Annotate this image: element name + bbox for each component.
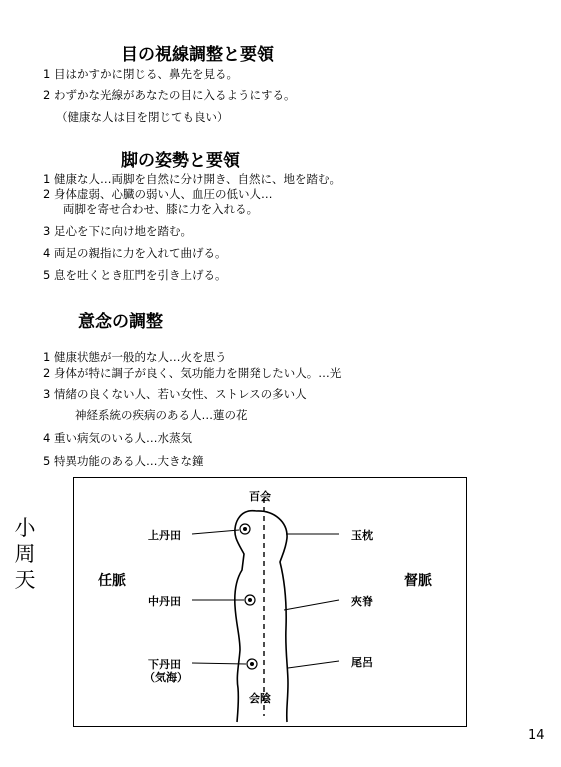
intention-item-4: 4 重い病気のいる人…水蒸気: [43, 431, 192, 445]
leg-item-2: 2 身体虚弱、心臓の弱い人、血圧の低い人…: [43, 187, 273, 201]
leader-upper-dantian: [192, 530, 239, 534]
label-upper-dantian: 上丹田: [148, 529, 181, 542]
body-diagram: [73, 477, 467, 727]
intention-item-2: 2 身体が特に調子が良く、気功能力を開発したい人。…光: [43, 366, 342, 380]
label-right-meridian: 督脈: [404, 573, 432, 589]
intention-item-3: 3 情緒の良くない人、若い女性、ストレスの多い人: [43, 387, 307, 401]
label-middle-dantian: 中丹田: [148, 595, 181, 608]
upper-dantian-icon: [240, 524, 250, 534]
intention-item-3-cont: 神経系統の疾病のある人…蓮の花: [75, 408, 248, 422]
middle-dantian-icon: [245, 595, 255, 605]
side-title-char-2: 周: [14, 542, 36, 566]
label-back-lower: 尾呂: [351, 656, 373, 669]
label-left-meridian: 任脈: [98, 573, 126, 589]
body-illustration: [74, 478, 468, 728]
page-number: 14: [528, 728, 545, 743]
heading-intention: 意念の調整: [78, 312, 163, 332]
heading-leg-posture: 脚の姿勢と要領: [121, 151, 240, 171]
eye-item-1: 1 目はかすかに閉じる、鼻先を見る。: [43, 67, 238, 81]
leader-back-lower: [288, 661, 339, 668]
label-back-middle: 夾脊: [351, 595, 373, 608]
eye-item-note: （健康な人は目を閉じても良い）: [56, 110, 229, 124]
intention-item-5: 5 特異功能のある人…大きな鐘: [43, 454, 204, 468]
side-title: [10, 515, 40, 593]
lower-dantian-icon: [247, 659, 257, 669]
leg-item-4: 4 両足の親指に力を入れて曲げる。: [43, 246, 227, 260]
side-title-char-1: 小: [14, 516, 36, 540]
label-top-point: 百会: [249, 490, 271, 503]
heading-eye-gaze: 目の視線調整と要領: [121, 45, 274, 65]
side-title-char-3: 天: [14, 568, 36, 592]
label-bottom-point: 会陰: [249, 692, 271, 705]
label-back-upper: 玉枕: [351, 529, 373, 542]
intention-item-1: 1 健康状態が一般的な人…火を思う: [43, 350, 227, 364]
label-lower-dantian: 下丹田: [148, 658, 181, 671]
leader-back-middle: [284, 600, 339, 610]
leg-item-3: 3 足心を下に向け地を踏む。: [43, 224, 192, 238]
leg-item-5: 5 息を吐くとき肛門を引き上げる。: [43, 268, 227, 282]
leg-item-1: 1 健康な人…両脚を自然に分け開き、自然に、地を踏む。: [43, 172, 342, 186]
label-lower-dantian-note: （気海）: [144, 671, 188, 684]
leg-item-2-cont: 両脚を寄せ合わせ、膝に力を入れる。: [63, 202, 259, 216]
eye-item-2: 2 わずかな光線があなたの目に入るようにする。: [43, 88, 296, 102]
